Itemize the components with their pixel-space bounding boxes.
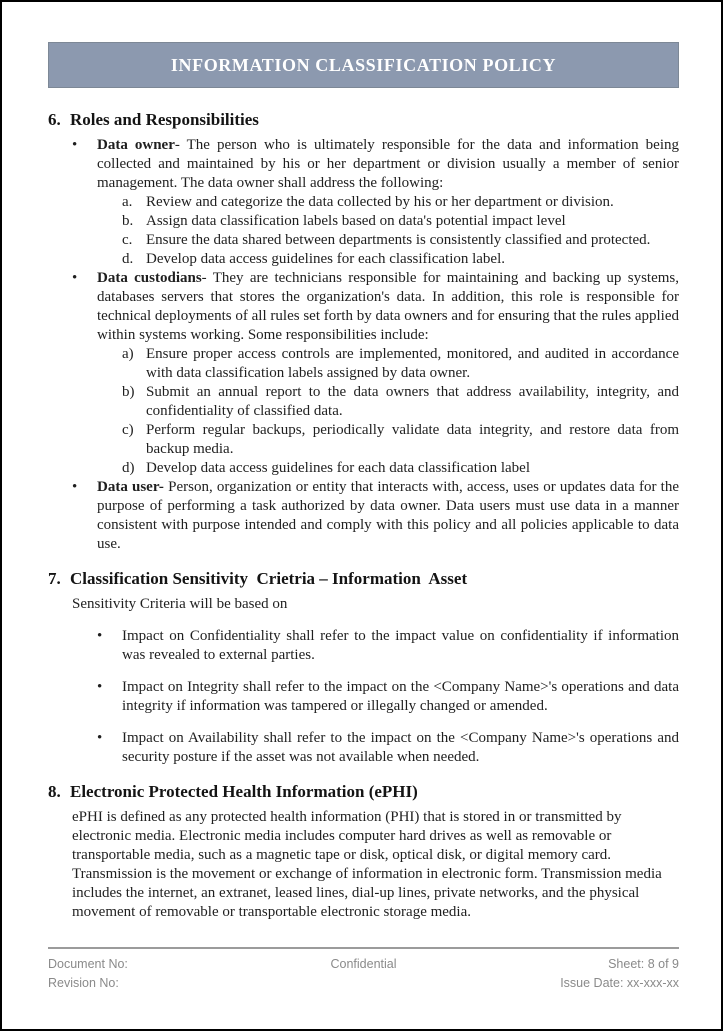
bullet-text: Impact on Confidentiality shall refer to the impact value on confidentiality if information was revealed to external parties. — [122, 628, 679, 663]
sub-list-item — [48, 421, 679, 459]
bullet-lead: Data user- — [97, 479, 164, 495]
bullet-body: - They are technicians responsible for maintaining and backing up systems, databases servers that stores the organization's data. In addition, this role is responsible for technical deployments of all rules set forth by data owners and for ensuring that the rules applied within systems working. Some responsibilities include: — [97, 270, 679, 343]
bullet-icon: • — [72, 479, 78, 495]
section-title: Roles and Responsibilities — [70, 110, 259, 129]
document-body — [48, 109, 679, 922]
bullet-text: Impact on Availability shall refer to the impact on the <Company Name>'s operations and security posture if the asset was not available when needed. — [122, 730, 679, 765]
footer-document-no: Document No: — [48, 957, 128, 971]
bullet-icon: • — [72, 137, 78, 153]
footer-issue-date: Issue Date: xx-xxx-xx — [560, 976, 679, 990]
bullet-icon: • — [97, 679, 103, 695]
section-number: 8. — [48, 782, 61, 801]
list-marker: d) — [122, 460, 135, 476]
section-roles-and-responsibilities — [48, 109, 679, 554]
sub-list-item — [48, 231, 679, 250]
bullet-text — [97, 478, 679, 554]
sub-item-text: Ensure proper access controls are implemented, monitored, and audited in accordance with data classification labels assigned by data owner. — [146, 346, 679, 381]
list-marker: c) — [122, 422, 134, 438]
footer-confidential: Confidential — [330, 957, 397, 971]
section-number: 6. — [48, 110, 61, 129]
section-heading — [48, 109, 679, 131]
sub-item-text: Perform regular backups, periodically validate data integrity, and restore data from backup media. — [146, 422, 679, 457]
bullet-body: Person, organization or entity that interacts with, access, uses or updates data for the purpose of performing a task authorized by data owner. Data users must use data in a manner consistent with purpose intended and comply with this policy and all policies applicable to data use. — [97, 479, 679, 552]
section-paragraph: ePHI is defined as any protected health information (PHI) that is stored in or transmitted by electronic media. Electronic media includes computer hard drives as well as removable or transportable media, such as a magnetic tape or disk, optical disk, or digital memory card. Transmission is the movement or exchange of information in electronic form. Transmission media includes the internet, an extranet, leased lines, dial-up lines, private networks, and the physical movement of removable or transportable electronic storage media. — [72, 809, 662, 920]
section-classification-sensitivity — [48, 568, 679, 767]
footer-sheet-number: Sheet: 8 of 9 — [608, 957, 679, 971]
list-item-data-custodians — [48, 269, 679, 345]
footer-revision-no: Revision No: — [48, 976, 119, 990]
sub-item-text: Develop data access guidelines for each data classification label — [146, 460, 530, 476]
footer-right — [469, 955, 679, 993]
list-item-data-user — [48, 478, 679, 554]
list-marker: a) — [122, 346, 134, 362]
footer-left — [48, 955, 258, 993]
sub-list-item — [48, 212, 679, 231]
section-intro: Sensitivity Criteria will be based on — [72, 596, 288, 612]
sub-item-text: Submit an annual report to the data owners that address availability, integrity, and confidentiality of classified data. — [146, 384, 679, 419]
section-heading — [48, 568, 679, 590]
list-item-integrity — [48, 678, 679, 716]
sub-list-item — [48, 459, 679, 478]
section-title: Classification Sensitivity Crietria – Information Asset — [70, 569, 468, 588]
section-title: Electronic Protected Health Information (ePHI) — [70, 782, 418, 801]
page-footer — [48, 947, 679, 993]
bullet-lead: Data owner — [97, 137, 175, 153]
section-heading — [48, 781, 679, 803]
list-item-availability — [48, 729, 679, 767]
sub-list-item — [48, 250, 679, 269]
bullet-icon: • — [72, 270, 78, 286]
section-number: 7. — [48, 569, 61, 588]
list-marker: b) — [122, 384, 135, 400]
list-marker: a. — [122, 194, 133, 210]
sub-item-text: Develop data access guidelines for each classification label. — [146, 251, 506, 267]
list-marker: c. — [122, 232, 133, 248]
sub-list-item — [48, 345, 679, 383]
bullet-text — [97, 136, 679, 193]
list-item-data-owner — [48, 136, 679, 193]
list-marker: b. — [122, 213, 134, 229]
sub-list-item — [48, 383, 679, 421]
bullet-text — [97, 269, 679, 345]
section-ephi — [48, 781, 679, 922]
list-item-confidentiality — [48, 627, 679, 665]
list-marker: d. — [122, 251, 134, 267]
sub-item-text: Review and categorize the data collected by his or her department or division. — [146, 194, 614, 210]
document-title: INFORMATION CLASSIFICATION POLICY — [170, 54, 557, 75]
title-banner — [48, 42, 679, 88]
bullet-text: Impact on Integrity shall refer to the impact on the <Company Name>'s operations and data integrity if information was tampered or illegally changed or amended. — [122, 679, 679, 714]
sub-item-text: Ensure the data shared between departments is consistently classified and protected. — [146, 232, 651, 248]
bullet-body: - The person who is ultimately responsible for the data and information being collected and maintained by his or her department or division usually a member of senior management. The data owner shall address the following: — [97, 137, 679, 191]
sub-item-text: Assign data classification labels based on data's potential impact level — [146, 213, 566, 229]
sub-list-item — [48, 193, 679, 212]
bullet-icon: • — [97, 730, 103, 746]
bullet-lead: Data custodians — [97, 270, 202, 286]
bullet-icon: • — [97, 628, 103, 644]
